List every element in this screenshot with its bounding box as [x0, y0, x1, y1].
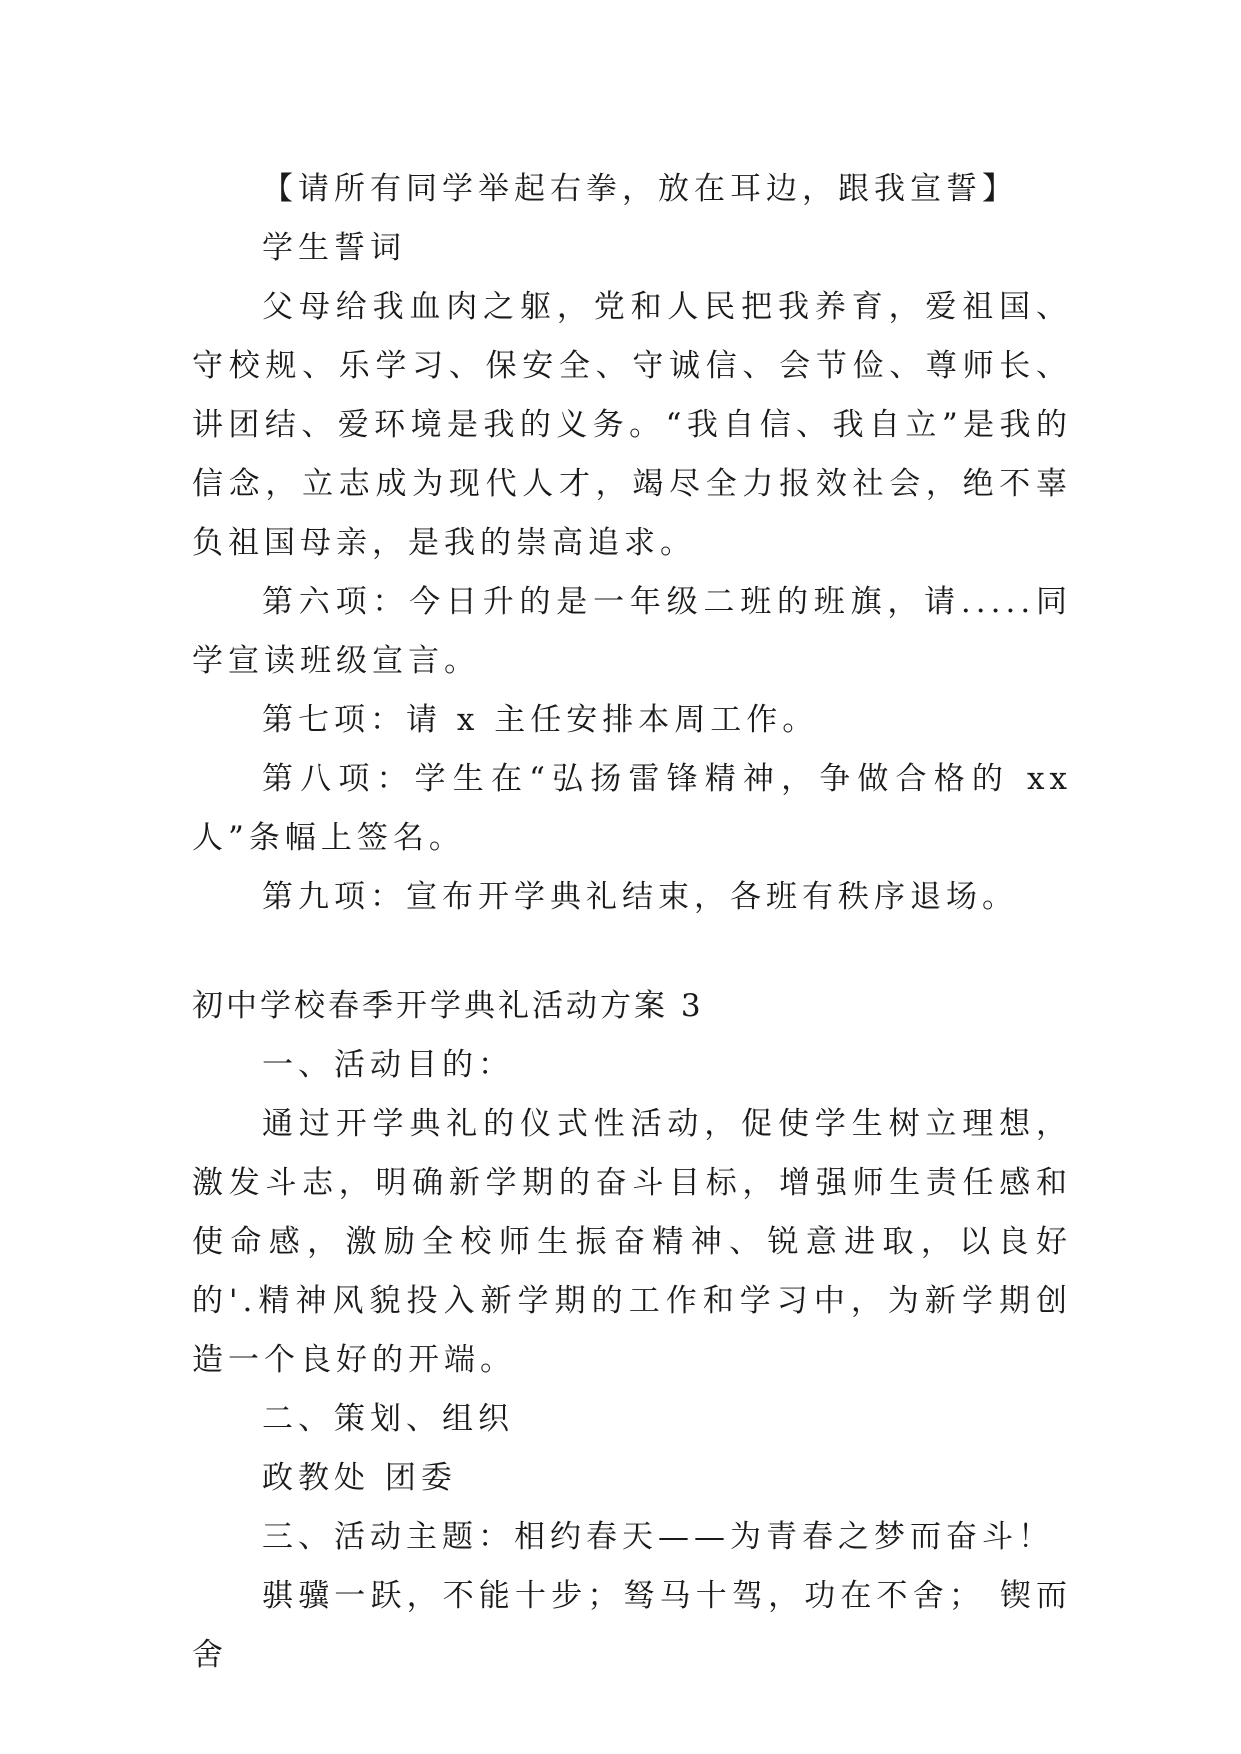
section-title: 初中学校春季开学典礼活动方案 3 [192, 988, 704, 1024]
organizers: 政教处 团委 [262, 1460, 457, 1496]
planning-heading: 二、策划、组织 [262, 1401, 514, 1437]
oath-instruction: 【请所有同学举起右拳，放在耳边，跟我宣誓】 [262, 171, 1018, 207]
quote-line: 骐骥一跃，不能十步；驽马十驾，功在不舍； 锲而舍 [192, 1578, 1072, 1673]
oath-heading: 学生誓词 [262, 230, 406, 266]
item-eight: 第八项：学生在“弘扬雷锋精神，争做合格的 xx 人”条幅上签名。 [192, 761, 1072, 856]
item-seven: 第七项：请 x 主任安排本周工作。 [262, 702, 819, 738]
theme-heading: 三、活动主题：相约春天——为青春之梦而奋斗！ [262, 1519, 1054, 1555]
item-nine: 第九项：宣布开学典礼结束，各班有秩序退场。 [262, 879, 1018, 915]
purpose-text: 通过开学典礼的仪式性活动，促使学生树立理想，激发斗志，明确新学期的奋斗目标，增强师生责任感和使命感，激励全校师生振奋精神、锐意进取，以良好的'.精神风貌投入新学期的工作和学习中，为新学期创造一个良好的开端。 [192, 1106, 1072, 1378]
document-body [192, 160, 1072, 1685]
item-six: 第六项：今日升的是一年级二班的班旗，请.....同学宣读班级宣言。 [192, 584, 1072, 679]
oath-text: 父母给我血肉之躯，党和人民把我养育，爱祖国、守校规、乐学习、保安全、守诚信、会节俭、尊师长、讲团结、爱环境是我的义务。“我自信、我自立”是我的信念，立志成为现代人才，竭尽全力报效社会，绝不辜负祖国母亲，是我的崇高追求。 [192, 289, 1072, 561]
purpose-heading: 一、活动目的： [262, 1047, 514, 1083]
